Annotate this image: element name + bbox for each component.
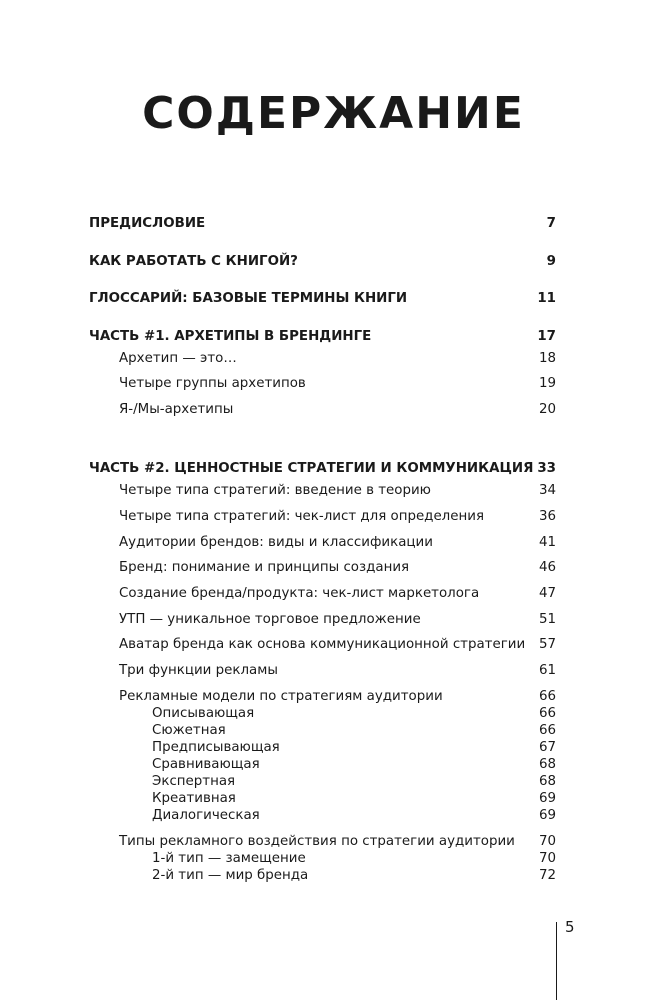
toc-entry-label: Создание бренда/продукта: чек-лист маркетолога (119, 586, 480, 601)
toc-entry-label: Описывающая (152, 706, 255, 721)
toc-entry-label: Три функции рекламы (119, 663, 278, 678)
toc-entry-page: 57 (538, 637, 556, 652)
toc-entry-label: Архетип — это… (119, 351, 237, 366)
toc-entry[interactable] (152, 851, 556, 866)
toc-entry-label: Сюжетная (152, 723, 226, 738)
toc-entry-label: УТП — уникальное торговое предложение (119, 612, 421, 627)
toc-entry-label: Аватар бренда как основа коммуникационной стратегии (119, 637, 526, 652)
page-number-rule (556, 922, 557, 1000)
toc-entry[interactable] (119, 612, 556, 627)
toc-entry-page: 68 (538, 757, 556, 772)
toc-entry[interactable] (152, 723, 556, 738)
toc-entry-page: 34 (538, 483, 556, 498)
toc-entry[interactable] (89, 461, 556, 476)
toc-entry-page: 7 (546, 216, 556, 231)
toc-entry-page: 46 (538, 560, 556, 575)
toc-entry-page: 18 (538, 351, 556, 366)
toc-entry-page: 61 (538, 663, 556, 678)
page-title: СОДЕРЖАНИЕ (142, 88, 525, 139)
toc-entry-label: Бренд: понимание и принципы создания (119, 560, 410, 575)
toc-entry[interactable] (119, 834, 556, 849)
toc-entry[interactable] (152, 808, 556, 823)
toc-entry-label: Четыре типа стратегий: введение в теорию (119, 483, 431, 498)
toc-entry-page: 20 (538, 402, 556, 417)
toc-entry-page: 69 (538, 791, 556, 806)
toc-entry-label: КАК РАБОТАТЬ С КНИГОЙ? (89, 254, 298, 269)
toc-entry[interactable] (119, 689, 556, 704)
toc-entry[interactable] (89, 291, 556, 306)
toc-entry-label: 1-й тип — замещение (152, 851, 306, 866)
toc-entry[interactable] (119, 351, 556, 366)
toc-entry[interactable] (152, 868, 556, 883)
toc-entry-page: 67 (538, 740, 556, 755)
toc-entry-page: 17 (537, 329, 556, 344)
toc-entry-label: Типы рекламного воздействия по стратегии аудитории (119, 834, 515, 849)
toc-entry-label: ЧАСТЬ #2. ЦЕННОСТНЫЕ СТРАТЕГИИ И КОММУНИКАЦИЯ (89, 461, 534, 476)
toc-entry[interactable] (119, 663, 556, 678)
toc-entry-label: Рекламные модели по стратегиям аудитории (119, 689, 443, 704)
toc-entry-page: 33 (537, 461, 556, 476)
toc-entry[interactable] (89, 216, 556, 231)
toc-entry[interactable] (152, 791, 556, 806)
toc-entry[interactable] (119, 509, 556, 524)
toc-entry-page: 68 (538, 774, 556, 789)
toc-entry-label: Сравнивающая (152, 757, 260, 772)
toc-entry[interactable] (119, 376, 556, 391)
toc-entry-page: 70 (538, 834, 556, 849)
toc-entry-label: ЧАСТЬ #1. АРХЕТИПЫ В БРЕНДИНГЕ (89, 329, 372, 344)
toc-entry-label: ГЛОССАРИЙ: БАЗОВЫЕ ТЕРМИНЫ КНИГИ (89, 291, 408, 306)
toc-entry-page: 69 (538, 808, 556, 823)
toc-entry-page: 41 (538, 535, 556, 550)
toc-entry-label: Четыре типа стратегий: чек-лист для определения (119, 509, 484, 524)
toc-entry-page: 47 (538, 586, 556, 601)
page-number: 5 (565, 918, 575, 936)
toc-entry-page: 51 (538, 612, 556, 627)
toc-entry[interactable] (152, 740, 556, 755)
toc-entry-page: 66 (538, 689, 556, 704)
toc-entry-label: Креативная (152, 791, 236, 806)
toc-entry-page: 66 (538, 723, 556, 738)
toc-entry-label: Диалогическая (152, 808, 260, 823)
toc-entry[interactable] (119, 483, 556, 498)
toc-entry[interactable] (89, 329, 556, 344)
toc-entry-page: 19 (538, 376, 556, 391)
toc-entry[interactable] (119, 586, 556, 601)
toc-entry[interactable] (119, 402, 556, 417)
toc-entry-label: Я-/Мы-архетипы (119, 402, 234, 417)
toc-entry-label: 2-й тип — мир бренда (152, 868, 309, 883)
toc-entry-label: ПРЕДИСЛОВИЕ (89, 216, 206, 231)
toc-entry-page: 36 (538, 509, 556, 524)
toc-entry-label: Четыре группы архетипов (119, 376, 306, 391)
toc-entry[interactable] (119, 535, 556, 550)
toc-entry-page: 11 (537, 291, 556, 306)
toc-entry[interactable] (89, 254, 556, 269)
toc-entry[interactable] (152, 757, 556, 772)
toc-entry[interactable] (152, 706, 556, 721)
toc-entry-page: 9 (546, 254, 556, 269)
toc-entry-page: 72 (538, 868, 556, 883)
toc-entry-page: 66 (538, 706, 556, 721)
toc-entry[interactable] (152, 774, 556, 789)
toc-entry[interactable] (119, 637, 556, 652)
toc-entry-label: Аудитории брендов: виды и классификации (119, 535, 433, 550)
toc-entry[interactable] (119, 560, 556, 575)
toc-entry-label: Предписывающая (152, 740, 280, 755)
toc-entry-label: Экспертная (152, 774, 236, 789)
toc-entry-page: 70 (538, 851, 556, 866)
